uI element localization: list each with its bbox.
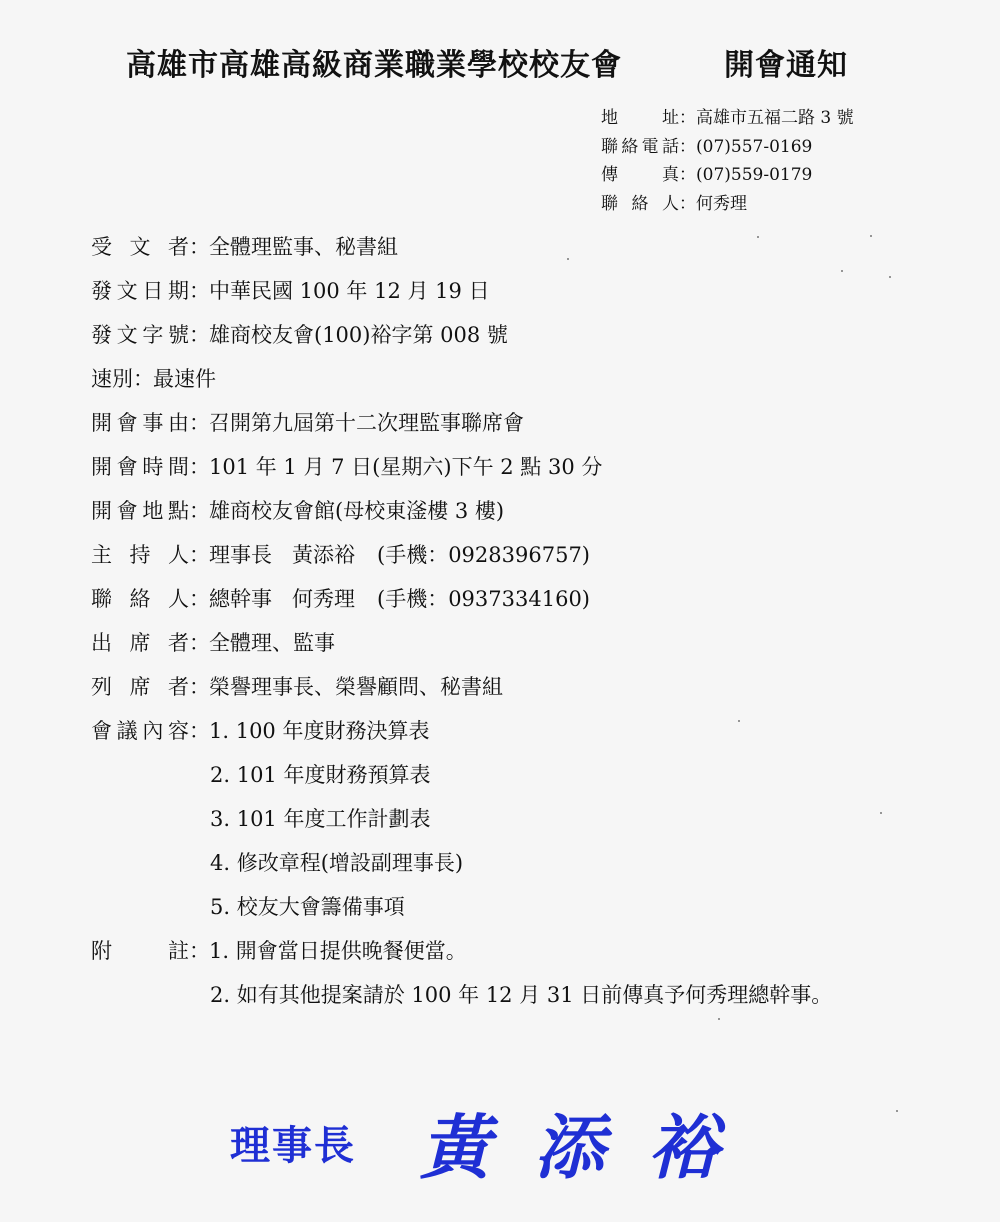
contact-label: 地 址 xyxy=(601,108,679,128)
field-label: 開 會 事 由 xyxy=(91,411,189,435)
contact-label: 聯 絡 人 xyxy=(601,194,679,215)
agenda-item: 3. 101 年度工作計劃表 xyxy=(210,807,431,831)
note-item: 2. 如有其他提案請於 100 年 12 月 31 日前傳真予何秀理總幹事。 xyxy=(210,983,833,1007)
liaison-role: 總幹事 xyxy=(209,587,272,611)
field-label: 附 註 xyxy=(91,939,189,963)
scan-speck xyxy=(567,258,569,260)
scan-speck xyxy=(757,236,759,238)
notice-heading: 開會通知 xyxy=(724,48,848,83)
field-doc-number: 發 文 字 號 ： 雄商校友會(100)裕字第 008 號 xyxy=(91,318,508,350)
scan-speck xyxy=(870,235,872,237)
field-urgency: 速別 ： 最速件 xyxy=(91,362,216,394)
field-value: 榮譽理事長、榮譽顧問、秘書組 xyxy=(209,675,503,699)
field-value xyxy=(209,539,590,569)
contact-value: (07)557-0169 xyxy=(696,136,813,157)
agenda-item: 4. 修改章程(增設副理事長) xyxy=(210,851,464,875)
field-value: 全體理監事、秘書組 xyxy=(209,235,398,259)
association-name: 高雄市高雄高級商業職業學校校友會 xyxy=(126,48,622,83)
field-attendees: 出 席 者 ： 全體理、監事 xyxy=(91,626,335,658)
chair-phone: (手機：0928396757) xyxy=(377,543,590,567)
contact-value: 何秀理 xyxy=(696,194,747,215)
field-label: 列 席 者 xyxy=(91,675,189,699)
field-label: 聯 絡 人 xyxy=(91,587,189,611)
contact-fax: 傳 真 ： (07)559-0179 xyxy=(601,161,854,190)
field-label: 開 會 時 間 xyxy=(91,455,189,479)
chair-name: 黃添裕 xyxy=(292,543,355,567)
field-label: 發 文 日 期 xyxy=(91,279,189,303)
signature-name: 黃添裕 xyxy=(420,1106,762,1189)
field-value: 全體理、監事 xyxy=(209,631,335,655)
liaison-name: 何秀理 xyxy=(292,587,355,611)
liaison-phone: (手機：0937334160) xyxy=(377,587,590,611)
field-issue-date: 發 文 日 期 ： 中華民國 100 年 12 月 19 日 xyxy=(91,274,490,306)
field-value: 召開第九屆第十二次理監事聯席會 xyxy=(209,411,524,435)
contact-label: 聯 絡 電 話 xyxy=(601,136,679,157)
scan-speck xyxy=(889,276,891,278)
contact-phone: 聯 絡 電 話 ： (07)557-0169 xyxy=(601,133,854,162)
field-label: 會 議 內 容 xyxy=(91,719,189,743)
scan-speck xyxy=(718,1018,720,1020)
field-label: 速別 xyxy=(91,367,133,391)
field-label: 開 會 地 點 xyxy=(91,499,189,523)
field-value: 最速件 xyxy=(153,367,216,391)
field-value: 中華民國 100 年 12 月 19 日 xyxy=(209,279,490,303)
signature-title: 理事長 xyxy=(230,1122,356,1169)
field-meeting-purpose: 開 會 事 由 ： 召開第九屆第十二次理監事聯席會 xyxy=(91,406,524,438)
scan-speck xyxy=(738,720,740,722)
field-label: 受 文 者 xyxy=(91,235,189,259)
field-value xyxy=(209,583,590,613)
field-label: 主 持 人 xyxy=(91,543,189,567)
chair-role: 理事長 xyxy=(209,543,272,567)
scan-speck xyxy=(896,1110,898,1112)
contact-value: (07)559-0179 xyxy=(696,165,813,186)
document-title xyxy=(126,40,848,84)
agenda-item: 2. 101 年度財務預算表 xyxy=(210,763,431,787)
field-recipient: 受 文 者 ： 全體理監事、秘書組 xyxy=(91,230,398,262)
contact-address: 地 址 ： 高雄市五福二路 3 號 xyxy=(601,104,854,133)
field-notes: 附 註 ： 1. 開會當日提供晚餐便當。 xyxy=(91,934,467,966)
scan-speck xyxy=(880,812,882,814)
field-chair: 主 持 人 ： 理事長 黃添裕 (手機：0928396757) xyxy=(91,538,590,570)
field-meeting-location: 開 會 地 點 ： 雄商校友會館(母校東滏樓 3 樓) xyxy=(91,494,504,526)
field-label: 發 文 字 號 xyxy=(91,323,189,347)
field-observers: 列 席 者 ： 榮譽理事長、榮譽顧問、秘書組 xyxy=(91,670,503,702)
agenda-item: 1. 100 年度財務決算表 xyxy=(209,719,430,743)
field-meeting-time: 開 會 時 間 ： 101 年 1 月 7 日(星期六)下午 2 點 30 分 xyxy=(91,450,602,482)
agenda-item: 5. 校友大會籌備事項 xyxy=(210,895,405,919)
contact-block xyxy=(601,104,854,219)
field-label: 出 席 者 xyxy=(91,631,189,655)
field-agenda: 會 議 內 容 ： 1. 100 年度財務決算表 xyxy=(91,714,429,746)
contact-person: 聯 絡 人 ： 何秀理 xyxy=(601,190,854,219)
field-liaison: 聯 絡 人 ： 總幹事 何秀理 (手機：0937334160) xyxy=(91,582,590,614)
note-item: 1. 開會當日提供晚餐便當。 xyxy=(209,939,467,963)
field-value: 101 年 1 月 7 日(星期六)下午 2 點 30 分 xyxy=(209,455,603,479)
field-value: 雄商校友會(100)裕字第 008 號 xyxy=(209,323,508,347)
contact-label: 傳 真 xyxy=(601,165,679,186)
scan-speck xyxy=(841,270,843,272)
field-value: 雄商校友會館(母校東滏樓 3 樓) xyxy=(209,499,505,523)
contact-value: 高雄市五福二路 3 號 xyxy=(696,108,854,128)
